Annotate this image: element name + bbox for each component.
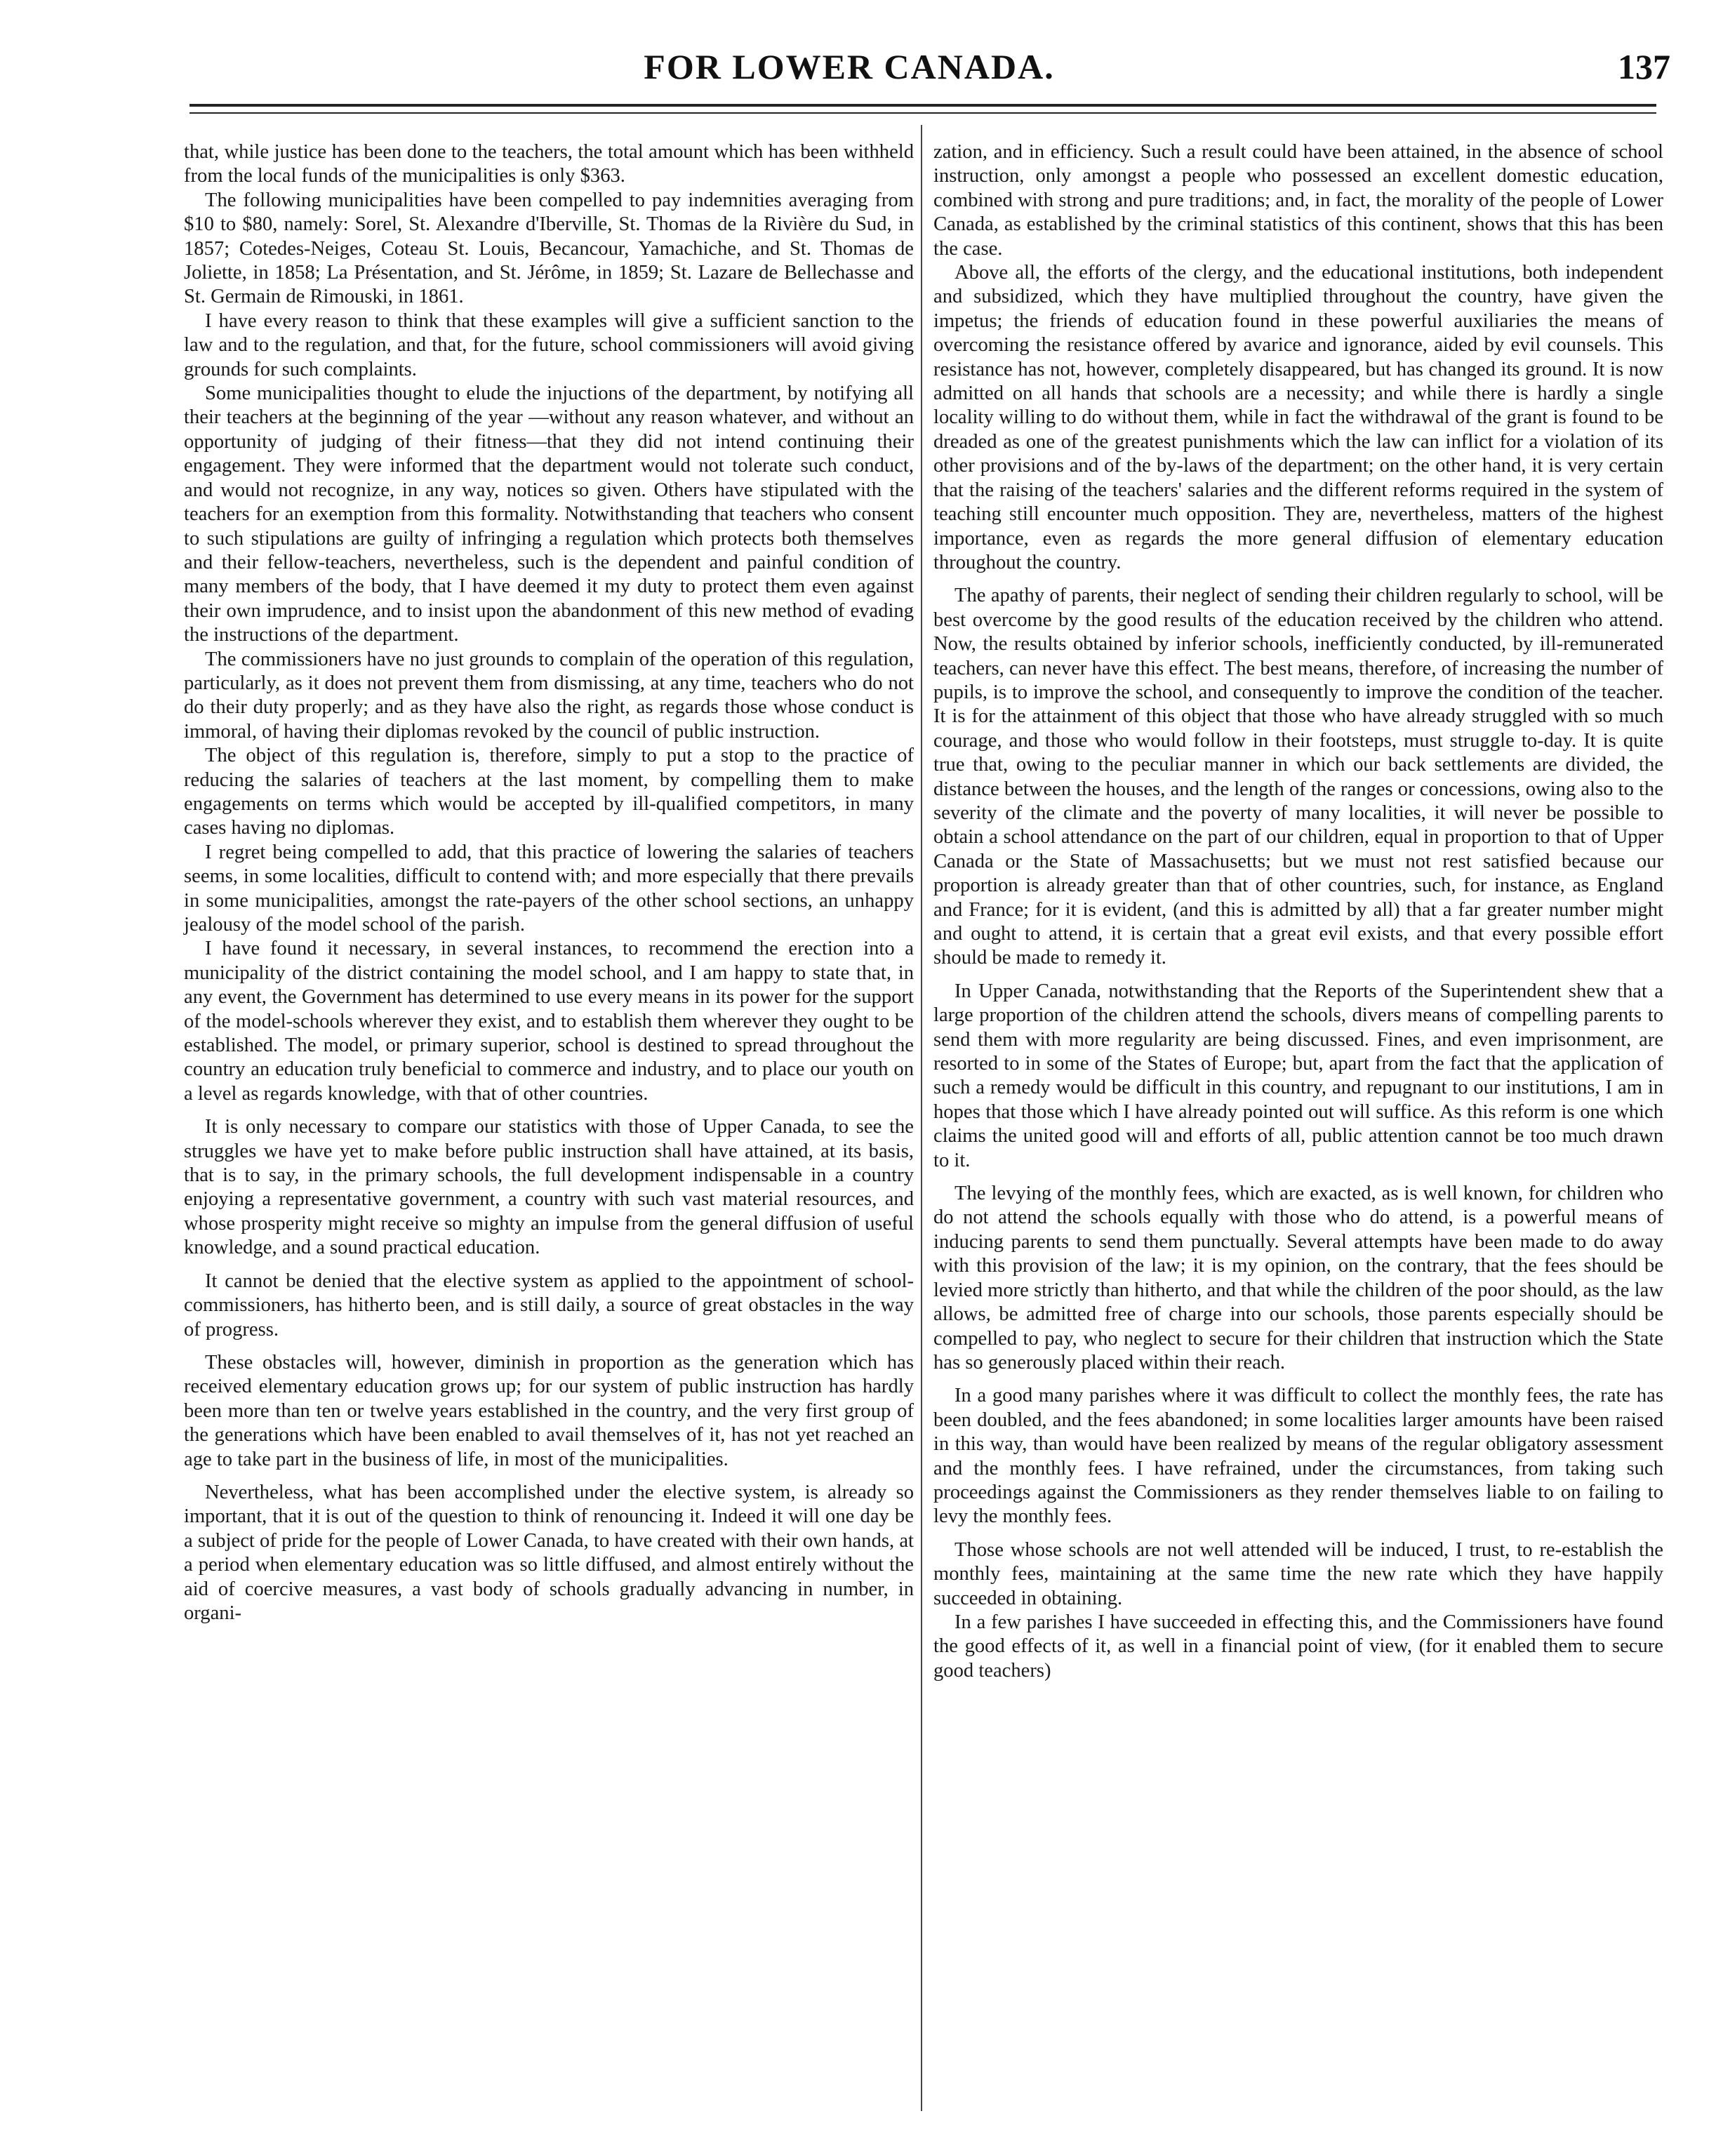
header-rule-thick xyxy=(189,104,1656,107)
paragraph: It is only necessary to compare our statistics with those of Upper Canada, to see the struggles we have yet to make before public instruction shall have attained, at its basis, that is to say, in the primary schools, the full development indispensable in a country enjoying a representative government, a country with such vast material resources, and whose prosperity might receive so mighty an impulse from the general diffusion of useful knowledge, and a sound practical education. xyxy=(184,1116,914,1259)
paragraph: The levying of the monthly fees, which are exacted, as is well known, for children who do not attend the schools equally with those who do attend, is a powerful means of inducing parents to send them punctually. Several attempts have been made to do away with this provision of the law; it is my opinion, on the contrary, that the fees should be levied more strictly than hitherto, and that while the children of the poor should, as the law allows, be admitted free of charge into our schools, those parents especially should be compelled to pay, who neglect to secure for their children that instruction which the State has so generously placed within their reach. xyxy=(933,1183,1663,1373)
paragraph: I regret being compelled to add, that this practice of lowering the salaries of teachers seems, in some localities, difficult to contend with; and more especially that there prevails in some municipalities, amongst the rate-payers of the other school sections, an unhappy jealousy of the model school of the parish. xyxy=(184,841,914,936)
paragraph: zation, and in efficiency. Such a result could have been attained, in the absence of school instruction, only amongst a people who possessed an excellent domestic education, combined with strong and pure traditions; and, in fact, the morality of the people of Lower Canada, as established by the criminal statistics of this continent, shows that this has been the case. xyxy=(933,141,1663,260)
running-title: FOR LOWER CANADA. xyxy=(644,47,1055,86)
paragraph: Nevertheless, what has been accomplished under the elective system, is already so important, that it is out of the question to think of renouncing it. Indeed it will one day be a subject of pride for the people of Lower Canada, to have created with their own hands, at a period when elementary education was so little diffused, and almost entirely without the aid of coercive measures, a vast body of schools gradually advancing in number, in organi- xyxy=(184,1481,914,1624)
page-number: 137 xyxy=(1618,47,1670,86)
paragraph: that, while justice has been done to the teachers, the total amount which has been withheld from the local funds of the municipalities is only $363. xyxy=(184,141,914,187)
paragraph: The commissioners have no just grounds to complain of the operation of this regulation, particularly, as it does not prevent them from dismissing, at any time, teachers who do not do their duty properly; and as they have also the right, as regards those whose conduct is immoral, of having their diplomas revoked by the council of public instruction. xyxy=(184,648,914,743)
running-head xyxy=(147,42,1670,98)
paragraph: I have every reason to think that these examples will give a sufficient sanction to the law and to the regulation, and that, for the future, school commissioners will avoid giving grounds for such complaints. xyxy=(184,310,914,380)
paragraph: In Upper Canada, notwithstanding that the Reports of the Superintendent shew that a large proportion of the children attend the schools, divers means of compelling parents to send them with more regularity are being discussed. Fines, and even imprisonment, are resorted to in some of the States of Europe; but, apart from the fact that the application of such a remedy would be difficult in this country, and repugnant to our institutions, I am in hopes that those which I have already pointed out will suffice. As this reform is one which claims the united good will and efforts of all, public attention cannot be too much drawn to it. xyxy=(933,980,1663,1171)
left-column xyxy=(184,140,914,1625)
paragraph: The following municipalities have been compelled to pay indemnities averaging from $10 to $80, namely: Sorel, St. Alexandre d'Iberville, St. Thomas de la Rivière du Sud, in 1857; Cotedes-Neiges, Coteau St. Louis, Becancour, Yamachiche, and St. Thomas de Joliette, in 1858; La Présentation, and St. Jérôme, in 1859; St. Lazare de Bellechasse and St. Germain de Rimouski, in 1861. xyxy=(184,189,914,308)
paragraph: It cannot be denied that the elective system as applied to the appointment of school-commissioners, has hitherto been, and is still daily, a source of great obstacles in the way of progress. xyxy=(184,1270,914,1340)
paragraph: In a good many parishes where it was difficult to collect the monthly fees, the rate has been doubled, and the fees abandoned; in some localities larger amounts have been raised in this way, than would have been realized by means of the regular obligatory assessment and the monthly fees. I have refrained, under the circumstances, from taking such proceedings against the Commissioners as they render themselves liable to on failing to levy the monthly fees. xyxy=(933,1385,1663,1528)
paragraph: Some municipalities thought to elude the injuctions of the department, by notifying all their teachers at the beginning of the year —without any reason whatever, and without an opportunity of judging of their fitness—that they did not intend continuing their engagement. They were informed that the department would not tolerate such conduct, and would not recognize, in any way, notices so given. Others have stipulated with the teachers for an exemption from this formality. Notwithstanding that teachers who consent to such stipulations are guilty of infringing a regulation which protects both themselves and their fellow-teachers, nevertheless, such is the dependent and painful condition of many members of the body, that I have deemed it my duty to protect them even against their own imprudence, and to insist upon the abandonment of this new method of evading the instructions of the department. xyxy=(184,382,914,646)
paragraph: I have found it necessary, in several instances, to recommend the erection into a municipality of the district containing the model school, and I am happy to state that, in any event, the Government has determined to use every means in its power for the support of the model-schools wherever they exist, and to establish them wherever they ought to be established. The model, or primary superior, school is destined to spread throughout the country an education truly beneficial to commerce and industry, and to place our youth on a level as regards knowledge, with that of other countries. xyxy=(184,938,914,1105)
right-column xyxy=(933,140,1663,1683)
paragraph: In a few parishes I have succeeded in effecting this, and the Commissioners have found the good effects of it, as well in a financial point of view, (for it enabled them to secure good teachers) xyxy=(933,1611,1663,1682)
paragraph: These obstacles will, however, diminish in proportion as the generation which has received elementary education grows up; for our system of public instruction has hardly been more than ten or twelve years established in the country, and the very first group of the generations which have been enabled to avail themselves of it, has not yet reached an age to take part in the business of life, in most of the municipalities. xyxy=(184,1351,914,1470)
header-rule-thin xyxy=(189,112,1656,114)
paragraph: The apathy of parents, their neglect of sending their children regularly to school, will be best overcome by the good results of the education received by the children who attend. Now, the results obtained by inferior schools, inefficiently conducted, by ill-remunerated teachers, can never have this effect. The best means, therefore, of increasing the number of pupils, is to improve the school, and consequently to improve the condition of the teacher. It is for the attainment of this object that those who have already struggled with so much courage, and those who would follow in their footsteps, must struggle to-day. It is quite true that, owing to the peculiar manner in which our back settlements are divided, the distance between the houses, and the length of the ranges or concessions, owing also to the severity of the climate and the poverty of many localities, it will never be possible to obtain a school attendance on the part of our children, equal in proportion to that of Upper Canada or the State of Massachusetts; but we must not rest satisfied because our proportion is already greater than that of other countries, such, for instance, as England and France; for it is evident, (and this is admitted by all) that a far greater number might and ought to attend, it is certain that a great evil exists, and that every possible effort should be made to remedy it. xyxy=(933,585,1663,969)
column-divider xyxy=(921,125,922,2111)
paragraph: The object of this regulation is, therefore, simply to put a stop to the practice of reducing the salaries of teachers at the last moment, by compelling them to make engagements on terms which would be accepted by ill-qualified competitors, in many cases having no diplomas. xyxy=(184,745,914,839)
paragraph: Above all, the efforts of the clergy, and the educational institutions, both independent and subsidized, which they have multiplied throughout the country, have given the impetus; the friends of education found in these powerful auxiliaries the means of overcoming the resistance offered by avarice and ignorance, aided by evil counsels. This resistance has not, however, completely disappeared, but has changed its ground. It is now admitted on all hands that schools are a necessity; and while there is hardly a single locality willing to do without them, while in fact the withdrawal of the grant is found to be dreaded as one of the greatest punishments which the law can inflict for a violation of its other provisions and of the by-laws of the department; on the other hand, it is very certain that the raising of the teachers' salaries and the different reforms required in the system of teaching still encounter much opposition. They are, nevertheless, matters of the highest importance, even as regards the more general diffusion of elementary education throughout the country. xyxy=(933,262,1663,573)
paragraph: Those whose schools are not well attended will be induced, I trust, to re-establish the monthly fees, maintaining at the same time the new rate which they have happily succeeded in obtaining. xyxy=(933,1538,1663,1609)
